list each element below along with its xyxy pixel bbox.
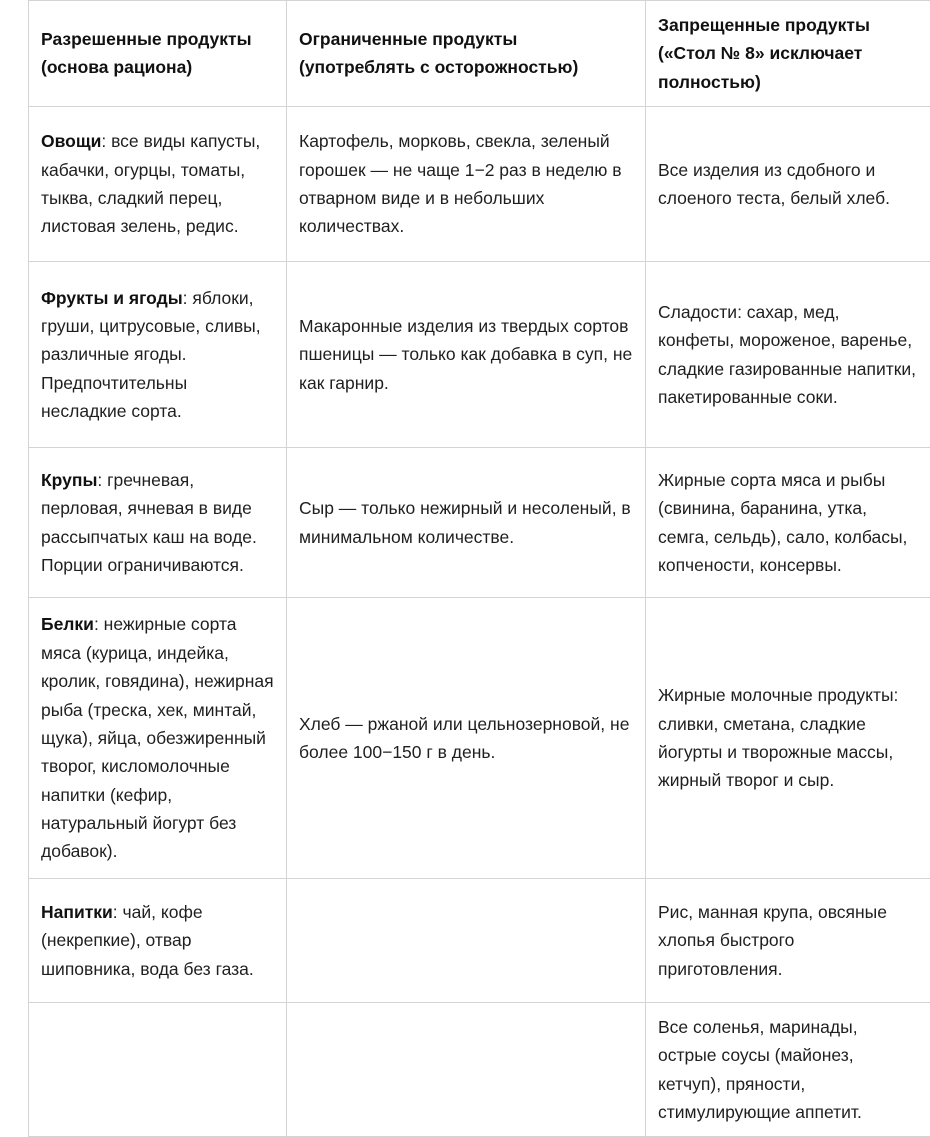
diet-comparison-table [28, 0, 930, 1137]
table-body [29, 107, 930, 1137]
column-header-allowed [29, 1, 287, 107]
table-row [29, 1003, 930, 1137]
table-header-row [29, 1, 930, 107]
cell-forbidden: Все соленья, маринады, острые соусы (майонез, кетчуп), пряности, стимулирующие аппетит. [646, 1003, 930, 1137]
column-header-forbidden-line2: («Стол № 8» исключает [658, 43, 862, 63]
table-row [29, 879, 930, 1003]
cell-limited: Макаронные изделия из твердых сортов пшеницы — только как добавка в суп, не как гарнир. [287, 262, 646, 448]
cell-forbidden: Сладости: сахар, мед, конфеты, мороженое, варенье, сладкие газированные напитки, пакетированные соки. [646, 262, 930, 448]
cell-limited [287, 1003, 646, 1137]
column-header-allowed-line2: (основа рациона) [41, 57, 192, 77]
cell-forbidden: Все изделия из сдобного и слоеного теста, белый хлеб. [646, 107, 930, 262]
cell-allowed-text: : все виды капусты, кабачки, огурцы, томаты, тыква, сладкий перец, листовая зелень, редис. [41, 131, 260, 236]
cell-allowed-text: : чай, кофе (некрепкие), отвар шиповника, вода без газа. [41, 902, 254, 979]
cell-allowed [29, 879, 287, 1003]
cell-lead-term: Белки [41, 614, 94, 634]
cell-forbidden: Рис, манная крупа, овсяные хлопья быстрого приготовления. [646, 879, 930, 1003]
cell-allowed [29, 1003, 287, 1137]
cell-allowed [29, 448, 287, 598]
cell-allowed-text: : яблоки, груши, цитрусовые, сливы, различные ягоды. Предпочтительны несладкие сорта. [41, 288, 261, 421]
cell-lead-term: Фрукты и ягоды [41, 288, 183, 308]
cell-limited: Хлеб — ржаной или цельнозерновой, не более 100−150 г в день. [287, 598, 646, 879]
table-row [29, 107, 930, 262]
cell-limited: Сыр — только нежирный и несоленый, в минимальном количестве. [287, 448, 646, 598]
cell-allowed [29, 262, 287, 448]
cell-lead-term: Овощи [41, 131, 101, 151]
column-header-allowed-line1: Разрешенные продукты [41, 29, 252, 49]
cell-forbidden: Жирные сорта мяса и рыбы (свинина, баранина, утка, семга, сельдь), сало, колбасы, копчености, консервы. [646, 448, 930, 598]
table-row [29, 262, 930, 448]
cell-allowed [29, 598, 287, 879]
cell-lead-term: Напитки [41, 902, 113, 922]
table-row [29, 598, 930, 879]
cell-lead-term: Крупы [41, 470, 97, 490]
column-header-limited-line1: Ограниченные продукты [299, 29, 517, 49]
column-header-forbidden-line1: Запрещенные продукты [658, 15, 870, 35]
column-header-limited [287, 1, 646, 107]
column-header-forbidden-line3: полностью) [658, 72, 761, 92]
table-header [29, 1, 930, 107]
column-header-forbidden [646, 1, 930, 107]
cell-allowed-text: : нежирные сорта мяса (курица, индейка, кролик, говядина), нежирная рыба (треска, хек, минтай, щука), яйца, обезжиренный творог, кисломолочные напитки (кефир, натуральный йогурт без добавок). [41, 614, 274, 861]
cell-allowed [29, 107, 287, 262]
cell-limited: Картофель, морковь, свекла, зеленый горошек — не чаще 1−2 раз в неделю в отварном виде и в небольших количествах. [287, 107, 646, 262]
cell-limited [287, 879, 646, 1003]
column-header-limited-line2: (употреблять с осторожностью) [299, 57, 578, 77]
table-row [29, 448, 930, 598]
cell-forbidden: Жирные молочные продукты: сливки, сметана, сладкие йогурты и творожные массы, жирный творог и сыр. [646, 598, 930, 879]
cell-allowed-text: : гречневая, перловая, ячневая в виде рассыпчатых каш на воде. Порции ограничиваются. [41, 470, 257, 575]
